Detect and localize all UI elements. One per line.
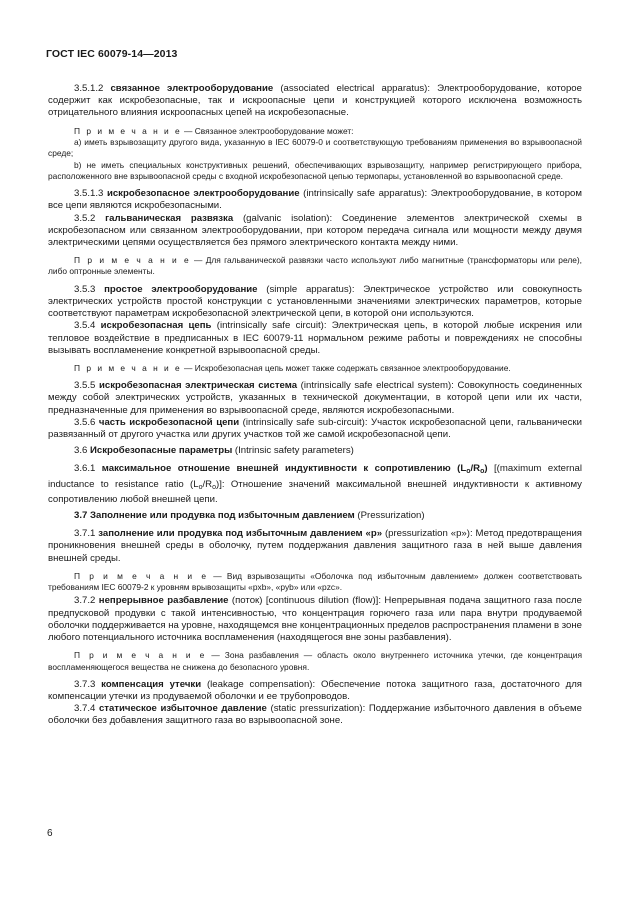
definition: (intrinsically safe electrical system): Совокупность соединенных между собой электрических устройств, указанных в технической документации, в которой цепи или их части, предназначенные для применения во взрывоопасной среде, являются искробезопасными.	[48, 380, 583, 416]
definition: (Intrinsic safety parameters)	[232, 445, 354, 457]
term: простое электрооборудование	[104, 283, 258, 295]
clause-number: 3.7.2	[74, 595, 96, 607]
definition: (leakage compensation): Обеспечение потока защитного газа, достаточного для компенсации утечки из продуваемой оболочки и ее трубопроводов.	[48, 678, 582, 703]
definition: (intrinsically safe circuit): Электрическая цепь, в которой любые искрения или тепловое воздействие в предписанных в IEC 60079-11 нормальном режиме работы и повреждениях не способны вызывать воспламенение конкретной взрывоопасной среды.	[48, 320, 582, 356]
note-4	[48, 571, 582, 594]
paragraph-3-5-1-2	[48, 83, 582, 120]
paragraph-3-7-4	[48, 703, 582, 727]
paragraph-3-7-2	[48, 595, 582, 644]
term: Искробезопасные параметры	[90, 445, 233, 457]
definition: (galvanic isolation): Соединение элементов электрической схемы в искробезопасном или связанном электрооборудовании, при котором передача сигнала или мощности между двумя электрическими цепями осуществляется без прямого электрического контакта между ними.	[48, 212, 583, 248]
definition: [(maximum external inductance to resistance ratio $(L_o/R_o)$]: Отношение значений максимальной внешней индуктивности к активному сопротивлению любой внешней цепи.	[48, 463, 582, 505]
definition: (simple apparatus): Электрическое устройство или совокупность электрических устройств простой конструкции с установленными значениями электрических параметров, которые соответствуют параметрам искробезопасной электрической цепи, в которой они используются.	[48, 283, 582, 320]
definition: (associated electrical apparatus): Электрооборудование, которое содержит как искробезопасные, так и искроопасные цепи и конструкцией которого исключена возможность отрицательного влияния искроопасных цепей на искробезопасные.	[48, 83, 582, 119]
term: непрерывное разбавление	[98, 595, 229, 607]
clause-number: 3.5.5	[74, 380, 96, 392]
note-label: П р и м е ч а н и е	[74, 570, 208, 581]
note-text: — Искробезопасная цепь может также содержать связанное электрооборудование.	[181, 362, 511, 373]
clause-number: 3.5.2	[74, 212, 96, 224]
note-text: — Для гальванической развязки часто используют либо магнитные (трансформаторы или реле), либо оптронные элементы.	[48, 255, 582, 277]
term: искробезопасное электрооборудование	[106, 188, 300, 200]
paragraph-3-6-1	[48, 463, 582, 506]
paragraph-3-7	[48, 510, 582, 522]
clause-number: 3.7.4	[74, 703, 96, 715]
note-5	[48, 650, 582, 673]
term: Заполнение или продувка под избыточным давлением	[90, 510, 355, 522]
paragraph-3-7-3	[48, 679, 582, 703]
paragraph-3-5-2	[48, 213, 582, 250]
document-header: ГОСТ IEC 60079-14—2013	[46, 48, 178, 60]
clause-number: 3.7.3	[74, 678, 96, 690]
definition: (static pressurization): Поддержание избыточного давления в объеме оболочки без добавления защитного газа во взрывоопасной зоне.	[48, 703, 582, 727]
clause-number: 3.5.1.2	[74, 83, 104, 94]
term: компенсация утечки	[101, 678, 202, 690]
clause-number: 3.5.3	[74, 283, 96, 295]
paragraph-3-5-5	[48, 380, 582, 417]
term: заполнение или продувка под избыточным давлением «p»	[98, 528, 383, 540]
note-item-b: b) не иметь специальных конструктивных решений, обеспечивающих взрывозащиту, например регистрирующего прибора, расположенного вне взрывоопасной среды с входной искробезопасной цепью термопары, установленной во взрывоопасной среде.	[48, 159, 582, 181]
term: искробезопасная цепь	[100, 320, 212, 332]
note-label: П р и м е ч а н и е	[74, 362, 182, 373]
definition: (pressurization «p»): Метод предотвращения проникновения внешней среды в оболочку, путем поддержания давления защитного газа в ней выше давления внешней среды.	[48, 528, 582, 564]
clause-number: 3.7.1	[74, 528, 96, 540]
term: статическое избыточное давление	[98, 703, 267, 715]
term: связанное электрооборудование	[110, 83, 274, 94]
note-1	[48, 126, 582, 182]
clause-number: 3.5.4	[74, 320, 96, 332]
paragraph-3-5-4	[48, 320, 582, 357]
clause-number: 3.7	[74, 510, 88, 522]
term: максимальное отношение внешней индуктивности к сопротивлению	[101, 463, 451, 475]
note-text: — Связанное электрооборудование может:	[181, 125, 354, 136]
paragraph-3-6	[48, 445, 582, 457]
note-text: — Вид взрывозащиты «Оболочка под избыточным давлением» должен соответствовать требованиям IEC 60079-2 к уровням врывозащиты «pxb», «pyb» или «pzc».	[48, 570, 582, 593]
clause-number: 3.5.6	[74, 416, 96, 428]
note-label: П р и м е ч а н и е	[74, 255, 191, 266]
clause-number: 3.6	[74, 445, 88, 457]
note-item-a: a) иметь взрывозащиту другого вида, указанную в IEC 60079-0 и соответствующую требованиям применения во взрывоопасной среде;	[48, 136, 582, 159]
clause-number: 3.5.1.3	[74, 188, 104, 200]
note-text: — Зона разбавления — область около внутреннего источника утечки, где концентрация воспламеняющегося вещества не снижена до безопасного уровня.	[48, 650, 582, 672]
note-label: П р и м е ч а н и е	[74, 650, 207, 661]
definition: (intrinsically safe sub-circuit): Участок искробезопасной цепи, гальванически развязанный от другого участка или других участков той же самой искробезопасной цепи.	[48, 416, 582, 441]
definition: (intrinsically safe apparatus): Электрооборудование, в котором все цепи являются искробезопасными.	[48, 188, 582, 212]
paragraph-3-5-6	[48, 417, 582, 441]
page-number: 6	[47, 828, 53, 839]
definition: (Pressurization)	[354, 510, 425, 522]
term: гальваническая развязка	[105, 212, 234, 224]
paragraph-3-5-3	[48, 284, 582, 321]
paragraph-3-5-1-3	[48, 188, 582, 212]
note-2	[48, 255, 582, 278]
note-3	[48, 363, 582, 374]
document-body	[48, 83, 582, 728]
term: часть искробезопасной цепи	[98, 416, 240, 428]
term: искробезопасная электрическая система	[98, 380, 298, 392]
paragraph-3-7-1	[48, 528, 582, 565]
note-label: П р и м е ч а н и е	[74, 125, 182, 136]
definition: (поток) [continuous dilution (flow)]: Непрерывная подача защитного газа после предпусковой продувки с такой интенсивностью, что концентрация горючего газа или пара внутри продуваемой оболочки поддерживается на уровне, находящемся вне концентрационных пределов распространения пламени в зоне любого потенциального источника воспламенения (находящегося вне зоны разбавления).	[48, 595, 582, 644]
clause-number: 3.6.1	[74, 463, 96, 475]
formula-ratio: $(L_o/R_o)$	[450, 463, 488, 476]
